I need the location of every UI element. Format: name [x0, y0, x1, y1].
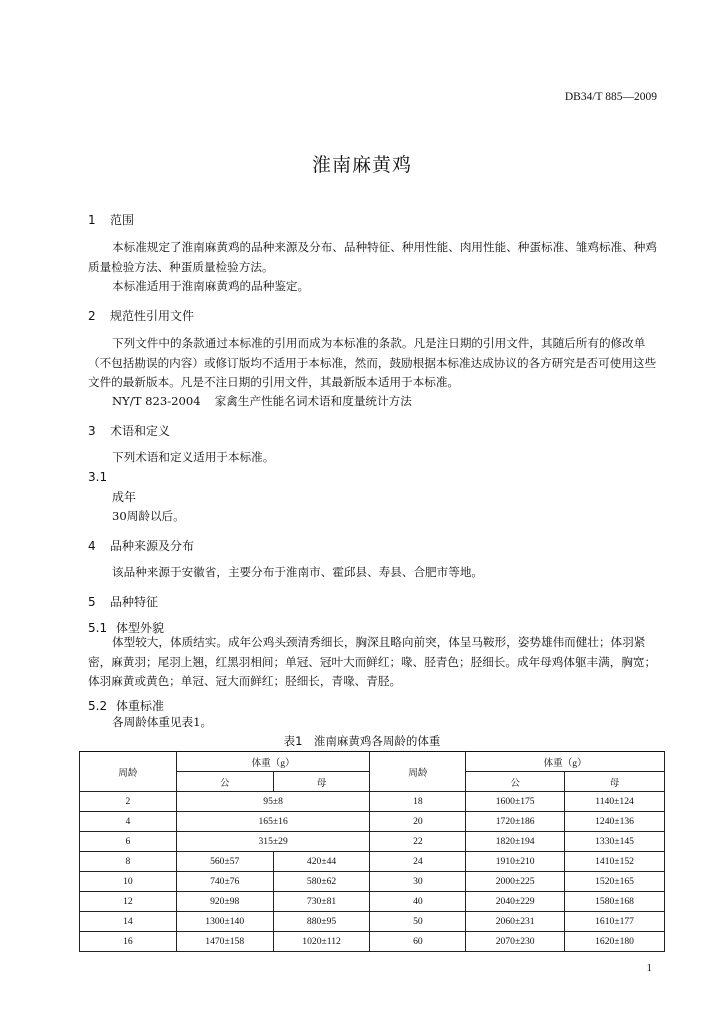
cell-weight-male: 740±76	[176, 872, 273, 892]
cell-weight-female: 1410±152	[565, 852, 665, 872]
cell-weight-male: 2000±225	[466, 872, 565, 892]
page-title: 淮南麻黄鸡	[311, 154, 412, 176]
cell-weight-male: 1910±210	[466, 852, 565, 872]
reference-title: 家禽生产性能名词术语和度量统计方法	[214, 394, 412, 408]
section-number: 5	[88, 595, 96, 609]
subsection-number: 5.1	[88, 621, 108, 635]
cell-age: 8	[80, 852, 177, 872]
subsection-3-1-number: 3.1	[88, 470, 108, 484]
section-1-paragraph-1: 本标准规定了淮南麻黄鸡的品种来源及分布、品种特征、种用性能、肉用性能、种蛋标准、雏鸡标准、种鸡质量检验方法、种蛋质量检验方法。	[88, 240, 657, 274]
header-female-right: 母	[565, 772, 665, 792]
term-definition: 30周龄以后。	[112, 509, 185, 523]
cell-weight-female: 580±62	[273, 872, 370, 892]
cell-weight-female: 1610±177	[565, 912, 665, 932]
cell-age: 24	[370, 852, 466, 872]
section-number: 3	[88, 424, 96, 438]
cell-weight-male: 1820±194	[466, 832, 565, 852]
cell-age: 10	[80, 872, 177, 892]
section-3-heading	[88, 422, 170, 439]
page-number: 1	[646, 962, 652, 974]
cell-weight-male: 2040±229	[466, 892, 565, 912]
table-header-row	[80, 752, 665, 772]
header-female-left: 母	[273, 772, 370, 792]
cell-age: 6	[80, 832, 177, 852]
table-row	[80, 792, 665, 812]
subsection-number: 5.2	[88, 699, 108, 713]
cell-weight-female: 1620±180	[565, 932, 665, 952]
table-row	[80, 852, 665, 872]
cell-age: 40	[370, 892, 466, 912]
cell-age: 4	[80, 812, 177, 832]
cell-weight-male: 1720±186	[466, 812, 565, 832]
section-4-heading	[88, 537, 194, 554]
section-1-heading	[88, 211, 134, 228]
subsection-title: 体型外貌	[116, 621, 165, 635]
cell-weight-female: 420±44	[273, 852, 370, 872]
section-number: 1	[88, 213, 96, 227]
table-row	[80, 832, 665, 852]
cell-weight-female: 1240±136	[565, 812, 665, 832]
cell-weight-both: 315±29	[176, 832, 370, 852]
header-age-left: 周龄	[80, 752, 177, 792]
cell-weight-female: 730±81	[273, 892, 370, 912]
cell-age: 60	[370, 932, 466, 952]
section-3-paragraph-1: 下列术语和定义适用于本标准。	[112, 450, 275, 464]
reference-code: NY/T 823-2004	[112, 394, 201, 408]
cell-weight-female: 880±95	[273, 912, 370, 932]
cell-weight-female: 1330±145	[565, 832, 665, 852]
cell-age: 2	[80, 792, 177, 812]
cell-age: 14	[80, 912, 177, 932]
body-weight-table	[79, 751, 665, 952]
section-4-paragraph-1: 该品种来源于安徽省，主要分布于淮南市、霍邱县、寿县、合肥市等地。	[112, 565, 484, 579]
cell-age: 18	[370, 792, 466, 812]
section-2-paragraph-1: 下列文件中的条款通过本标准的引用而成为本标准的条款。凡是注日期的引用文件，其随后所有的修改单（不包括勘误的内容）或修订版均不适用于本标准，然而，鼓励根据本标准达成协议的各方研究是否可使用这些文件的最新版本。凡是不注日期的引用文件，其最新版本适用于本标准。	[88, 336, 657, 389]
cell-weight-male: 2060±231	[466, 912, 565, 932]
section-title: 品种来源及分布	[110, 539, 195, 553]
header-male-right: 公	[466, 772, 565, 792]
cell-weight-female: 1580±168	[565, 892, 665, 912]
header-male-left: 公	[176, 772, 273, 792]
table-row	[80, 812, 665, 832]
section-title: 规范性引用文件	[110, 309, 195, 323]
cell-age: 50	[370, 912, 466, 932]
term-name: 成年	[112, 490, 137, 504]
cell-weight-both: 95±8	[176, 792, 370, 812]
cell-weight-male: 2070±230	[466, 932, 565, 952]
subsection-5-2-heading	[88, 697, 164, 714]
cell-weight-male: 560±57	[176, 852, 273, 872]
cell-weight-female: 1140±124	[565, 792, 665, 812]
section-title: 术语和定义	[110, 424, 171, 438]
subsection-title: 体重标准	[116, 699, 165, 713]
document-code: DB34/T 885—2009	[564, 91, 657, 103]
table-row	[80, 912, 665, 932]
header-age-right: 周龄	[370, 752, 466, 792]
cell-age: 30	[370, 872, 466, 892]
cell-age: 22	[370, 832, 466, 852]
cell-weight-male: 920±98	[176, 892, 273, 912]
header-weight-right: 体重（g）	[466, 752, 665, 772]
section-2-heading	[88, 307, 194, 324]
section-title: 品种特征	[110, 595, 159, 609]
cell-age: 20	[370, 812, 466, 832]
section-1-paragraph-2: 本标准适用于淮南麻黄鸡的品种鉴定。	[112, 279, 310, 293]
table-caption: 表1 淮南麻黄鸡各周龄的体重	[283, 734, 441, 748]
cell-age: 16	[80, 932, 177, 952]
table-row	[80, 872, 665, 892]
cell-weight-male: 1300±140	[176, 912, 273, 932]
cell-weight-male: 1470±158	[176, 932, 273, 952]
section-5-2-paragraph: 各周龄体重见表1。	[112, 715, 213, 729]
cell-age: 12	[80, 892, 177, 912]
section-number: 2	[88, 309, 96, 323]
cell-weight-female: 1520±165	[565, 872, 665, 892]
table-row	[80, 932, 665, 952]
table-row	[80, 892, 665, 912]
section-5-heading	[88, 593, 158, 610]
cell-weight-both: 165±16	[176, 812, 370, 832]
cell-weight-male: 1600±175	[466, 792, 565, 812]
cell-weight-female: 1020±112	[273, 932, 370, 952]
normative-reference	[112, 392, 652, 412]
section-title: 范围	[110, 213, 135, 227]
section-5-1-paragraph: 体型较大，体质结实。成年公鸡头颈清秀细长，胸深且略向前突，体呈马鞍形，姿势雄伟而健壮；体羽紧密，麻黄羽；尾羽上翘，红黑羽相间；单冠、冠叶大而鲜红；喙、胫青色；胫细长。成年母鸡体躯丰满，胸宽；体羽麻黄或黄色；单冠、冠大而鲜红；胫细长，青喙、青胫。	[88, 635, 657, 688]
header-weight-left: 体重（g）	[176, 752, 370, 772]
section-number: 4	[88, 539, 96, 553]
